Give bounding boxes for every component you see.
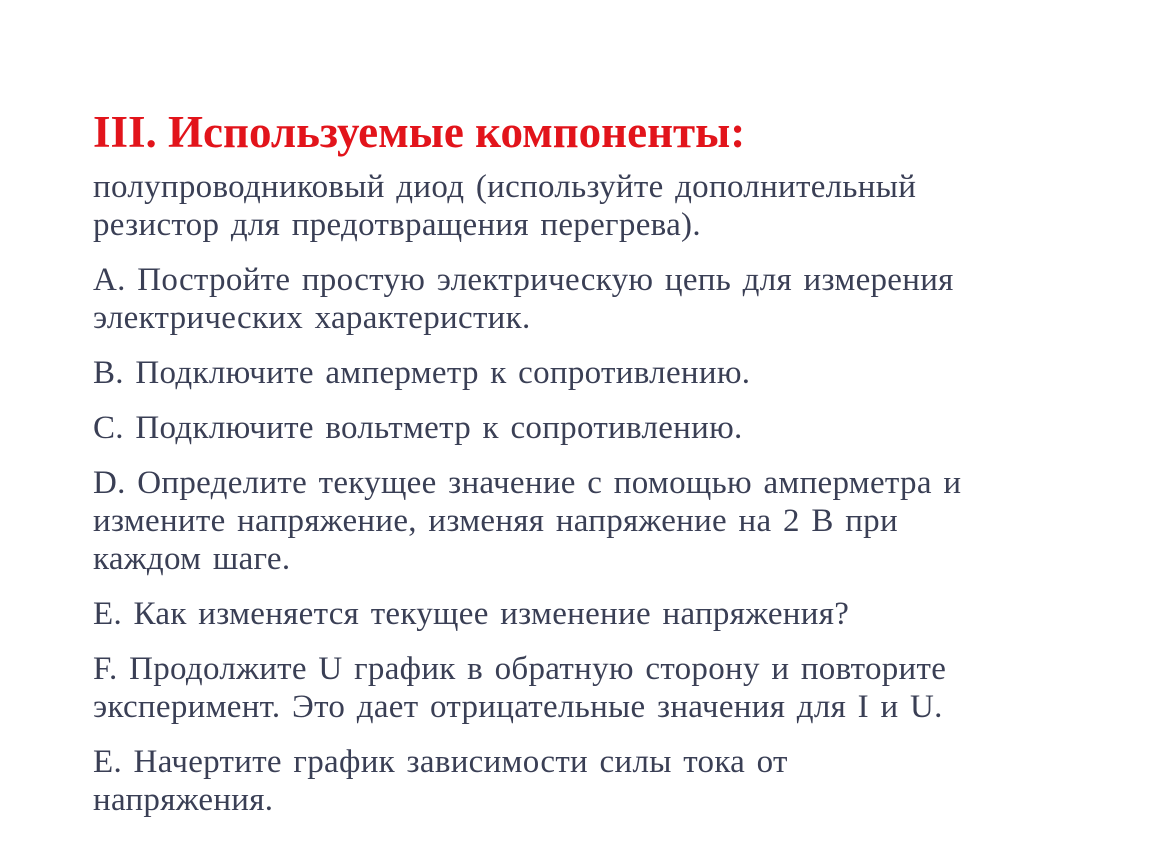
paragraph-step-b bbox=[93, 354, 1093, 392]
text-line: F. Продолжите U график в обратную сторону и повторите bbox=[93, 651, 947, 687]
text-line: C. Подключите вольтметр к сопротивлению. bbox=[93, 410, 743, 446]
text-line: B. Подключите амперметр к сопротивлению. bbox=[93, 355, 751, 391]
text-line: каждом шаге. bbox=[93, 541, 291, 577]
paragraph-components bbox=[93, 168, 1093, 244]
text-line: измените напряжение, изменяя напряжение на 2 В при bbox=[93, 503, 898, 539]
text-line: D. Определите текущее значение с помощью амперметра и bbox=[93, 465, 962, 501]
text-line: эксперимент. Это дает отрицательные значения для I и U. bbox=[93, 689, 943, 725]
text-line: полупроводниковый диод (используйте дополнительный bbox=[93, 169, 917, 205]
text-line: резистор для предотвращения перегрева). bbox=[93, 207, 701, 243]
text-line: E. Как изменяется текущее изменение напряжения? bbox=[93, 596, 850, 632]
paragraph-step-a bbox=[93, 261, 1093, 337]
paragraph-step-e bbox=[93, 595, 1093, 633]
paragraph-step-f bbox=[93, 650, 1093, 726]
text-line: напряжения. bbox=[93, 782, 274, 818]
slide-body bbox=[93, 168, 1093, 836]
slide-title: III. Используемые компоненты: bbox=[93, 107, 746, 157]
paragraph-step-c bbox=[93, 409, 1093, 447]
paragraph-step-d bbox=[93, 464, 1093, 578]
text-line: электрических характеристик. bbox=[93, 300, 531, 336]
text-line: A. Постройте простую электрическую цепь для измерения bbox=[93, 262, 954, 298]
paragraph-step-e-graph bbox=[93, 743, 1093, 819]
text-line: E. Начертите график зависимости силы тока от bbox=[93, 744, 788, 780]
